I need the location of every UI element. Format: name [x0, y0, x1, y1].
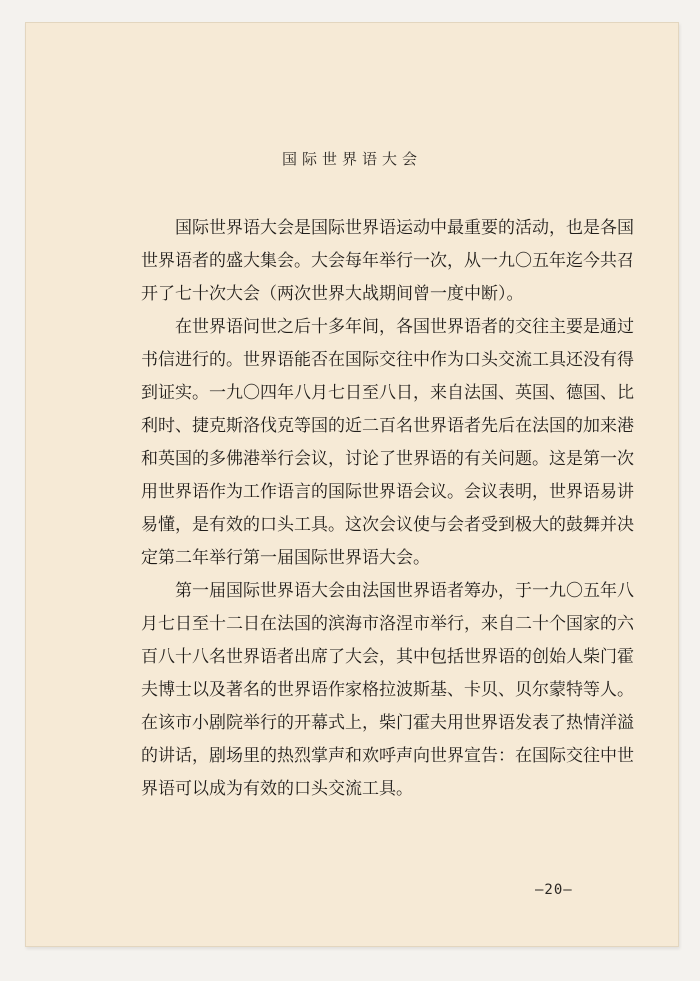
text-line: 开了七十次大会（两次世界大战期间曾一度中断）。 [141, 284, 524, 304]
text-line: 国际世界语大会是国际世界语运动中最重要的活动，也是各国 [141, 218, 634, 238]
text-line: 用世界语作为工作语言的国际世界语会议。会议表明，世界语易讲 [141, 482, 634, 502]
text-line: 第一届国际世界语大会由法国世界语者筹办，于一九〇五年八 [141, 581, 634, 601]
text-line: 世界语者的盛大集会。大会每年举行一次，从一九〇五年迄今共召 [141, 251, 634, 271]
text-line: 易懂，是有效的口头工具。这次会议使与会者受到极大的鼓舞并决 [141, 515, 634, 535]
document-page [25, 22, 679, 947]
document-title: 国际世界语大会 [281, 150, 422, 168]
text-line: 百八十八名世界语者出席了大会，其中包括世界语的创始人柴门霍 [141, 647, 634, 667]
text-line: 在世界语问世之后十多年间，各国世界语者的交往主要是通过 [141, 317, 634, 337]
text-line: 界语可以成为有效的口头交流工具。 [141, 779, 413, 799]
text-line: 定第二年举行第一届国际世界语大会。 [141, 548, 430, 568]
text-line: 利时、捷克斯洛伐克等国的近二百名世界语者先后在法国的加来港 [141, 416, 634, 436]
text-line: 月七日至十二日在法国的滨海市洛涅市举行，来自二十个国家的六 [141, 614, 634, 634]
text-line: 的讲话，剧场里的热烈掌声和欢呼声向世界宣告：在国际交往中世 [141, 746, 634, 766]
text-line: 在该市小剧院举行的开幕式上，柴门霍夫用世界语发表了热情洋溢 [141, 713, 634, 733]
document-body [141, 212, 634, 806]
text-line: 和英国的多佛港举行会议，讨论了世界语的有关问题。这是第一次 [141, 449, 634, 469]
text-line: 书信进行的。世界语能否在国际交往中作为口头交流工具还没有得 [141, 350, 634, 370]
text-line: 夫博士以及著名的世界语作家格拉波斯基、卡贝、贝尔蒙特等人。 [141, 680, 634, 700]
text-line: 到证实。一九〇四年八月七日至八日，来自法国、英国、德国、比 [141, 383, 634, 403]
page-number: —20— [535, 882, 573, 898]
